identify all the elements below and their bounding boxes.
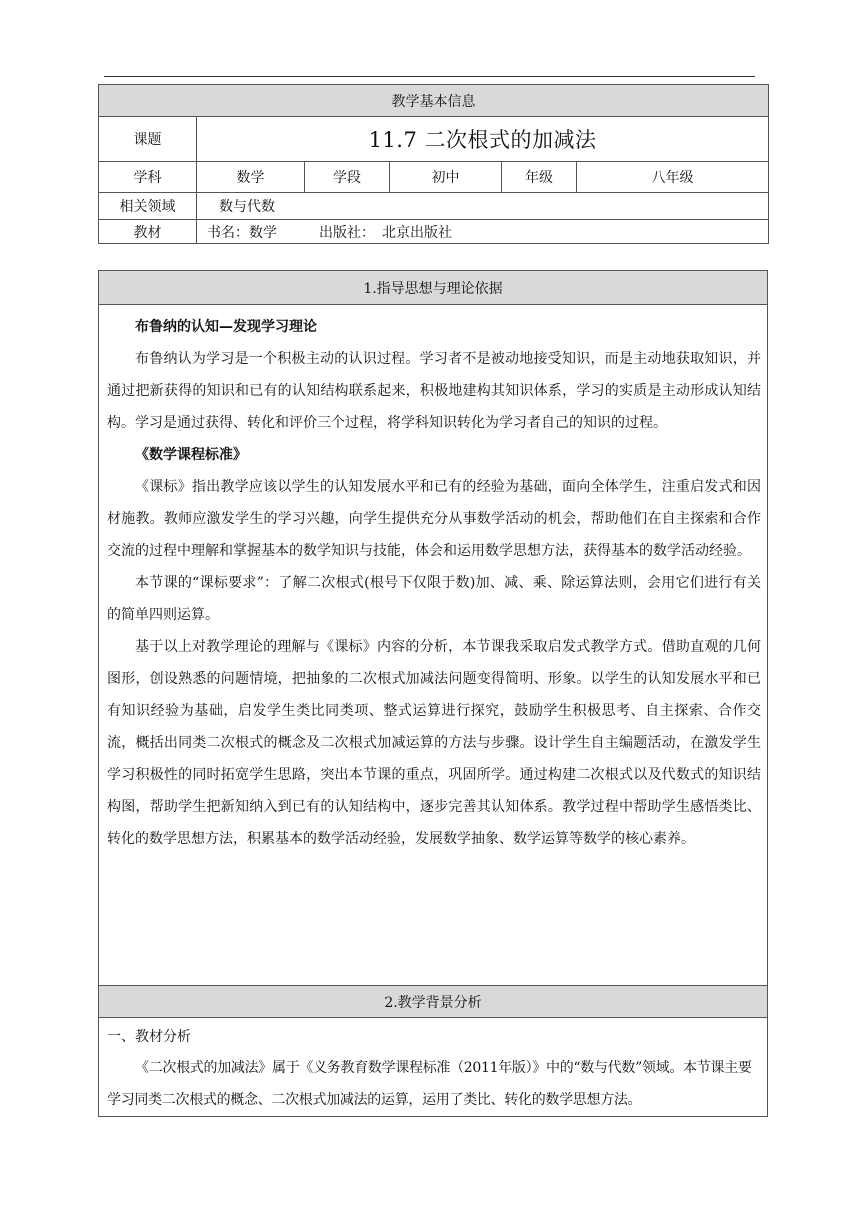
- area-value: 数与代数: [197, 193, 769, 220]
- section2-header: 2.教学背景分析: [99, 986, 768, 1018]
- topic-value: 11.7 二次根式的加减法: [197, 117, 769, 162]
- grade-value: 八年级: [577, 162, 769, 193]
- area-label: 相关领域: [99, 193, 197, 220]
- analysis-table: [98, 270, 768, 1117]
- section1-para-approach: 基于以上对教学理论的理解与《课标》内容的分析，本节课我采取启发式教学方式。借助直观的几何图形，创设熟悉的问题情境，把抽象的二次根式加减法问题变得简明、形象。以学生的认知发展水平和已有知识经验为基础，启发学生类比同类项、整式运算进行探究，鼓励学生积极思考、自主探索、合作交流，概括出同类二次根式的概念及二次根式加减运算的方法与步骤。设计学生自主编题活动，在激发学生学习积极性的同时拓宽学生思路，突出本节课的重点，巩固所学。通过构建二次根式以及代数式的知识结构图，帮助学生把新知纳入到已有的认知结构中，逐步完善其认知体系。教学过程中帮助学生感悟类比、转化的数学思想方法，积累基本的数学活动经验，发展数学抽象、数学运算等数学的核心素养。: [107, 639, 761, 847]
- basic-info-table: [98, 84, 769, 244]
- section1-para-requirement: 本节课的“课标要求”：了解二次根式(根号下仅限于数)加、减、乘、除运算法则，会用它们进行有关的简单四则运算。: [107, 575, 761, 623]
- grade-label: 年级: [502, 162, 577, 193]
- section2-para-material: 《二次根式的加减法》属于《义务教育数学课程标准（2011年版）》中的“数与代数”领域。本节课主要学习同类二次根式的概念、二次根式加减法的运算，运用了类比、转化的数学思想方法。: [107, 1060, 752, 1108]
- stage-value: 初中: [390, 162, 502, 193]
- stage-label: 学段: [305, 162, 390, 193]
- section1-para-standard: 《课标》指出教学应该以学生的认知发展水平和已有的经验为基础，面向全体学生，注重启发式和因材施教。教师应激发学生的学习兴趣，向学生提供充分从事数学活动的机会，帮助他们在自主探索和合作交流的过程中理解和掌握基本的数学知识与技能，体会和运用数学思想方法，获得基本的数学活动经验。: [107, 479, 761, 559]
- header-rule: [104, 76, 755, 77]
- section1-para-bruner: 布鲁纳认为学习是一个积极主动的认识过程。学习者不是被动地接受知识，而是主动地获取知识，并通过把新获得的知识和已有的认知结构联系起来，积极地建构其知识体系，学习的实质是主动形成认知结构。学习是通过获得、转化和评价三个过程，将学科知识转化为学习者自己的知识的过程。: [107, 351, 761, 431]
- section1-body: [99, 305, 768, 986]
- topic-label: 课题: [99, 117, 197, 162]
- material-label: 教材: [99, 220, 197, 244]
- section1-subhead-bruner: 布鲁纳的认知—发现学习理论: [135, 319, 317, 335]
- material-value: 书名：数学 出版社： 北京出版社: [197, 220, 769, 244]
- subject-value: 数学: [197, 162, 305, 193]
- section2-body: [99, 1018, 768, 1117]
- section1-subhead-standard: 《数学课程标准》: [135, 447, 247, 463]
- section1-header: 1.指导思想与理论依据: [99, 271, 768, 305]
- section2-subhead-material: 一、教材分析: [107, 1029, 191, 1045]
- basic-info-header: 教学基本信息: [99, 85, 769, 117]
- subject-label: 学科: [99, 162, 197, 193]
